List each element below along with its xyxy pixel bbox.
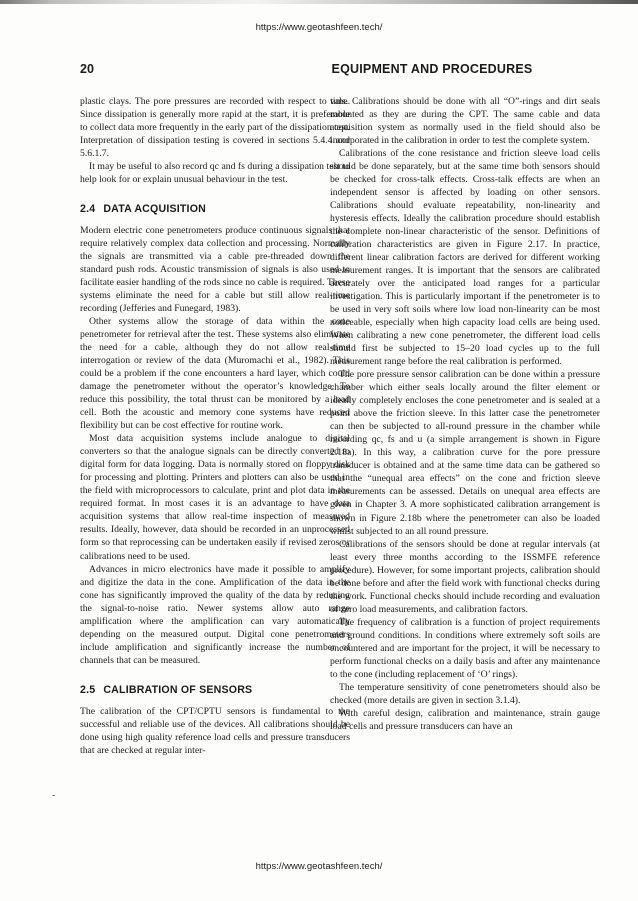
page-number: 20 <box>80 62 94 76</box>
left-column <box>80 95 350 757</box>
section-title: CALIBRATION OF SENSORS <box>103 683 253 696</box>
paragraph: Advances in micro electronics have made it possible to amplify and digitize the data in the cone. Amplification of the data in the cone has significantly improved the quality of the data by reducing the signal-to-noise ratio. Newer systems allow auto range amplification where the amplification can vary automatically depending on the measured output. Digital cone penetrometers include amplification and significantly increase the number of channels that can be measured. <box>80 563 350 666</box>
paragraph: The pore pressure sensor calibration can be done within a pressure chamber which either seals locally around the filter element or ideally completely encloses the cone penetrometer and is sealed at a point above the friction sleeve. In this latter case the penetrometer can then be subjected to all-round pressure in the chamber while recording qc, fs and u (a simple arrangement is shown in Figure 2.18a). In this way, a calibration curve for the pore pressure transducer is obtained and at the same time data can be gathered so that the “unequal area effects” on the cone and friction sleeve measurements can be assessed. Details on unequal area effects are given in Chapter 3. A more sophisticated calibration arrangement is shown in Figure 2.18b where the penetrometer can also be loaded whilst subjected to an all round pressure. <box>330 369 600 537</box>
paragraph: Modern electric cone penetrometers produce continuous signals that require relatively complex data collection and processing. Normally the signals are transmitted via a cable pre-threaded down the standard push rods. Acoustic transmission of signals is also used to facilitate easier handling of the rods since no cable is required. These systems eliminate the need for a cable but still allow real-time recording (Jefferies and Funegard, 1983). <box>80 225 350 315</box>
footer-url[interactable]: https://www.geotashfeen.tech/ <box>255 861 383 872</box>
paragraph: vals. Calibrations should be done with all “O”-rings and dirt seals mounted as they are during the CPT. The same cable and data acquisition system as normally used in the field should also be incorporated in the calibration in order to test the complete system. <box>330 96 600 147</box>
section-title: DATA ACQUISITION <box>103 203 206 216</box>
section-heading-data-acquisition <box>80 203 350 216</box>
section-number: 2.5 <box>80 683 96 696</box>
scan-edge <box>0 0 638 4</box>
section-heading-calibration <box>80 684 350 697</box>
running-head: EQUIPMENT AND PROCEDURES <box>331 62 533 76</box>
margin-mark: - <box>52 790 56 801</box>
paragraph: Calibrations of the cone resistance and friction sleeve load cells should be done separately, but at the same time both sensors should be checked for cross-talk effects. Cross-talk effects are when an independent sensor is affected by loading on other sensors. Calibrations should evaluate repeatability, non-linearity and hysteresis effects. Ideally the calibration procedure should establish the complete non-linear characteristic of the sensor. Definitions of calibration characteristics are given in Figure 2.17. In practice, different linear calibration factors are derived for different working measurement ranges. It is important that the sensors are calibrated accurately over the anticipated load ranges for a particular investigation. This is particularly important if the penetrometer is to be used in very soft soils where low load non-linearity can be most noticeable, especially when high capacity load cells are being used. When calibrating a new cone penetrometer, the different load cells should first be subjected to 15–20 load cycles up to the full measurement range before the real calibration is performed. <box>330 148 600 368</box>
paragraph: Calibrations of the sensors should be done at regular intervals (at least every three months according to the ISSMFE reference procedure). However, for some important projects, calibration should be done before and after the field work with functional checks during the work. Functional checks should include recording and evaluation of zero load measurements, and calibration factors. <box>330 538 600 615</box>
paragraph: Most data acquisition systems include analogue to digital converters so that the analogue signals can be directly converted to digital form for data logging. Data is normally stored on floppy disk for processing and plotting. Printers and plotters can also be used in the field with microprocessors to calculate, print and plot data in the required format. In most cases it is an advantage to have data acquisition systems that allow real-time inspection of measured results. Ideally, however, data should be recorded in an unprocessed form so that reprocessing can be undertaken easily if revised zeros or calibrations need to be used. <box>80 433 350 562</box>
paragraph: plastic clays. The pore pressures are recorded with respect to time. Since dissipation is generally more rapid at the start, it is preferable to collect data more frequently in the early part of the dissipation test. Interpretation of dissipation testing is covered in sections 5.4.4 and 5.6.1.7. <box>80 96 350 160</box>
paragraph: The temperature sensitivity of cone penetrometers should also be checked (more details are given in section 3.1.4). <box>330 681 600 706</box>
paragraph: With careful design, calibration and maintenance, strain gauge load cells and pressure transducers can have an <box>330 707 600 732</box>
paragraph: The calibration of the CPT/CPTU sensors is fundamental to the successful and reliable use of the devices. All calibrations should be done using high quality reference load cells and pressure transducers that are checked at regular inter- <box>80 705 350 756</box>
paragraph: The frequency of calibration is a function of project requirements and ground conditions. In conditions where extremely soft soils are encountered and are important for the project, it will be necessary to perform functional checks on a daily basis and after any maintenance to the cone (including replacement of ‘O’ rings). <box>330 616 600 680</box>
section-number: 2.4 <box>80 203 96 216</box>
header-url[interactable]: https://www.geotashfeen.tech/ <box>255 22 383 33</box>
paragraph: Other systems allow the storage of data within the cone penetrometer for retrieval after the test. These systems also eliminate the need for a cable, although they do not allow real-time interrogation or review of the data (Muromachi et al., 1982). This could be a problem if the cone encounters a hard layer, which could damage the penetrometer without the operator’s knowledge. To reduce this possibility, the total thrust can be monitored by a load cell. Both the acoustic and memory cone systems have reduced flexibility but can be cost effective for routine work. <box>80 316 350 432</box>
paragraph: It may be useful to also record qc and fs during a dissipation test to help look for or explain unusual behaviour in the test. <box>80 161 350 186</box>
right-column <box>330 95 600 733</box>
